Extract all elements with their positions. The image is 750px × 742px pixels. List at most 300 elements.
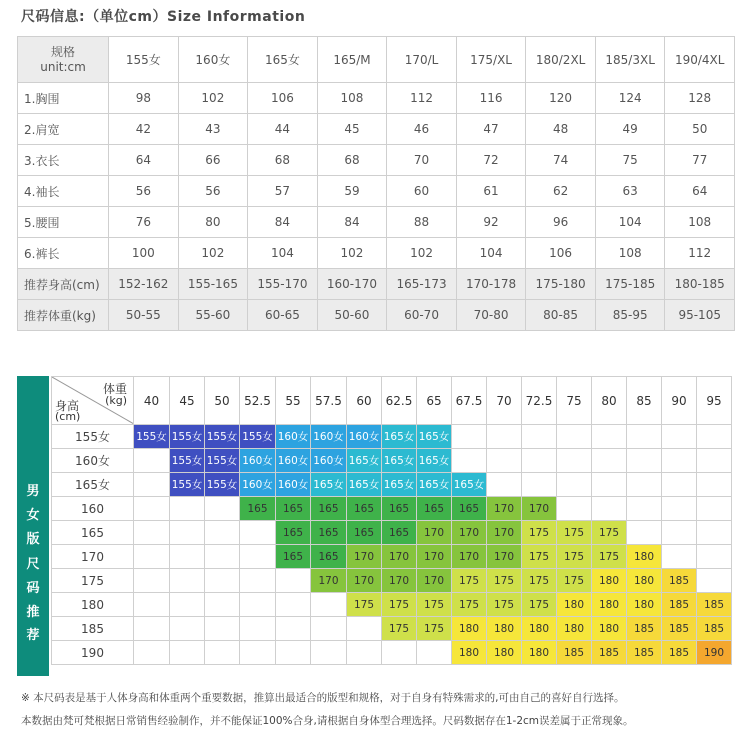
recommend-cell: 165 [417, 497, 452, 521]
size-cell: 60-65 [248, 300, 318, 331]
size-row [17, 207, 735, 238]
recommend-cell: 160女 [240, 449, 276, 473]
recommend-cell: 180 [487, 641, 522, 665]
recommend-cell: 170 [311, 569, 347, 593]
recommend-cell: 165 [276, 497, 311, 521]
recommend-table [51, 376, 732, 665]
size-cell: 95-105 [665, 300, 735, 331]
recommend-cell: 180 [592, 617, 627, 641]
recommend-cell [347, 641, 382, 665]
size-table [17, 36, 735, 331]
recommend-cell: 170 [487, 521, 522, 545]
size-cell: 55-60 [179, 300, 249, 331]
side-label-char: 码 [26, 581, 40, 596]
recommend-cell [205, 521, 240, 545]
recommend-cell [662, 497, 697, 521]
height-label: 190 [52, 641, 134, 665]
recommend-cell [627, 473, 662, 497]
size-row [17, 83, 735, 114]
recommend-cell: 165女 [382, 425, 417, 449]
weight-header: 62.5 [382, 377, 417, 425]
weight-header: 85 [627, 377, 662, 425]
size-cell: 102 [387, 238, 457, 269]
size-header-row [17, 36, 735, 83]
size-cell: 96 [526, 207, 596, 238]
recommend-cell [697, 521, 732, 545]
corner-height-unit: (cm) [55, 410, 81, 423]
size-cell: 112 [387, 83, 457, 114]
recommend-cell: 155女 [134, 425, 170, 449]
recommend-cell [240, 641, 276, 665]
recommend-cell [697, 497, 732, 521]
recommend-cell: 155女 [205, 473, 240, 497]
recommend-cell [592, 497, 627, 521]
size-cell: 152-162 [109, 269, 179, 300]
recommend-cell: 185 [557, 641, 592, 665]
recommend-cell [627, 521, 662, 545]
size-cell: 100 [109, 238, 179, 269]
recommend-cell: 175 [522, 569, 557, 593]
recommend-cell [134, 617, 170, 641]
size-cell: 106 [248, 83, 318, 114]
recommend-cell [170, 617, 205, 641]
recommend-cell [522, 425, 557, 449]
recommend-cell: 175 [592, 545, 627, 569]
recommend-cell: 175 [557, 521, 592, 545]
recommend-row [52, 545, 732, 569]
size-cell: 112 [665, 238, 735, 269]
size-row [17, 176, 735, 207]
recommend-cell [205, 641, 240, 665]
recommend-cell: 170 [522, 497, 557, 521]
size-cell: 84 [318, 207, 388, 238]
recommend-row [52, 617, 732, 641]
size-cell: 104 [457, 238, 527, 269]
recommend-cell: 170 [417, 569, 452, 593]
recommend-cell: 185 [627, 617, 662, 641]
recommend-cell: 180 [627, 569, 662, 593]
size-cell: 74 [526, 145, 596, 176]
weight-header: 65 [417, 377, 452, 425]
recommend-cell [557, 497, 592, 521]
size-row [17, 300, 735, 331]
recommend-cell: 180 [452, 617, 487, 641]
recommend-cell: 160女 [276, 449, 311, 473]
recommend-cell: 175 [522, 521, 557, 545]
size-cell: 104 [248, 238, 318, 269]
size-cell: 50-60 [318, 300, 388, 331]
size-cell: 64 [665, 176, 735, 207]
size-cell: 70 [387, 145, 457, 176]
height-label: 185 [52, 617, 134, 641]
recommend-cell [627, 497, 662, 521]
weight-header: 80 [592, 377, 627, 425]
size-cell: 88 [387, 207, 457, 238]
side-label-char: 推 [26, 605, 40, 620]
recommend-cell [417, 641, 452, 665]
recommend-cell: 175 [417, 593, 452, 617]
recommend-row [52, 425, 732, 449]
size-cell: 85-95 [596, 300, 666, 331]
recommend-cell [205, 497, 240, 521]
recommend-cell [697, 425, 732, 449]
height-label: 170 [52, 545, 134, 569]
recommend-cell: 155女 [170, 449, 205, 473]
weight-header: 50 [205, 377, 240, 425]
recommend-cell: 170 [347, 545, 382, 569]
size-cell: 59 [318, 176, 388, 207]
recommend-cell [240, 593, 276, 617]
recommend-cell [134, 473, 170, 497]
recommend-cell: 165 [276, 521, 311, 545]
recommend-cell [662, 449, 697, 473]
height-label: 160 [52, 497, 134, 521]
size-cell: 72 [457, 145, 527, 176]
size-cell: 43 [179, 114, 249, 145]
recommend-cell: 170 [382, 569, 417, 593]
weight-header: 60 [347, 377, 382, 425]
recommend-cell [134, 521, 170, 545]
recommend-row [52, 569, 732, 593]
recommend-cell [276, 641, 311, 665]
size-cell: 102 [318, 238, 388, 269]
recommend-cell: 165 [311, 521, 347, 545]
recommend-cell: 165女 [382, 449, 417, 473]
height-label: 165 [52, 521, 134, 545]
size-cell: 44 [248, 114, 318, 145]
size-cell: 84 [248, 207, 318, 238]
recommend-cell: 175 [592, 521, 627, 545]
recommend-cell: 170 [347, 569, 382, 593]
recommend-cell: 185 [662, 617, 697, 641]
recommend-cell: 185 [697, 593, 732, 617]
size-column-header: 165女 [248, 36, 318, 83]
size-cell: 48 [526, 114, 596, 145]
recommend-cell [170, 521, 205, 545]
size-row [17, 145, 735, 176]
corner-cell [17, 36, 109, 83]
recommend-cell [487, 425, 522, 449]
recommend-cell: 165女 [347, 449, 382, 473]
size-cell: 57 [248, 176, 318, 207]
size-cell: 49 [596, 114, 666, 145]
height-label: 165女 [52, 473, 134, 497]
side-label-char: 版 [26, 532, 40, 547]
weight-header: 90 [662, 377, 697, 425]
size-cell: 165-173 [387, 269, 457, 300]
recommend-cell: 170 [382, 545, 417, 569]
weight-header: 67.5 [452, 377, 487, 425]
recommend-cell: 170 [452, 545, 487, 569]
size-row [17, 269, 735, 300]
recommend-row [52, 497, 732, 521]
recommend-cell: 165女 [382, 473, 417, 497]
recommend-cell: 165 [347, 497, 382, 521]
recommend-cell: 160女 [276, 425, 311, 449]
recommend-cell: 170 [487, 497, 522, 521]
recommend-cell: 155女 [205, 425, 240, 449]
size-cell: 46 [387, 114, 457, 145]
recommend-cell [522, 449, 557, 473]
size-row-label: 6.裤长 [17, 238, 109, 269]
recommend-cell [697, 569, 732, 593]
recommend-cell [240, 617, 276, 641]
recommend-cell: 155女 [170, 425, 205, 449]
recommend-cell: 165 [347, 521, 382, 545]
recommend-cell [240, 545, 276, 569]
side-label-char: 女 [26, 508, 40, 523]
recommend-cell [311, 593, 347, 617]
size-cell: 76 [109, 207, 179, 238]
size-row [17, 238, 735, 269]
size-cell: 160-170 [318, 269, 388, 300]
recommend-cell: 185 [627, 641, 662, 665]
side-label-char: 男 [26, 484, 40, 499]
size-cell: 124 [596, 83, 666, 114]
recommend-cell [134, 641, 170, 665]
recommend-corner [52, 377, 134, 425]
weight-header: 52.5 [240, 377, 276, 425]
recommend-cell: 165 [382, 497, 417, 521]
recommend-cell [697, 473, 732, 497]
recommend-row [52, 521, 732, 545]
size-cell: 155-170 [248, 269, 318, 300]
recommend-cell [134, 497, 170, 521]
size-cell: 50-55 [109, 300, 179, 331]
recommend-cell: 185 [662, 641, 697, 665]
size-row-label: 4.袖长 [17, 176, 109, 207]
recommend-cell: 180 [522, 617, 557, 641]
size-cell: 155-165 [179, 269, 249, 300]
recommend-cell: 165女 [417, 425, 452, 449]
recommend-cell [592, 425, 627, 449]
size-column-header: 160女 [179, 36, 249, 83]
weight-header: 70 [487, 377, 522, 425]
recommend-cell: 165 [240, 497, 276, 521]
size-cell: 60-70 [387, 300, 457, 331]
side-label [17, 376, 49, 676]
recommend-cell: 180 [627, 593, 662, 617]
note-line-2: 本数据由梵可梵根据日常销售经验制作，并不能保证100%合身,请根据自身体型合理选择。尺码数据存在1-2cm误差属于正常现象。 [21, 715, 634, 727]
recommend-cell: 180 [592, 569, 627, 593]
size-column-header: 185/3XL [596, 36, 666, 83]
size-column-header: 175/XL [457, 36, 527, 83]
size-column-header: 170/L [387, 36, 457, 83]
corner-weight-label: 体重 [102, 382, 127, 396]
size-cell: 80-85 [526, 300, 596, 331]
size-row [17, 114, 735, 145]
recommend-cell: 155女 [240, 425, 276, 449]
size-column-header: 155女 [109, 36, 179, 83]
recommend-cell [487, 449, 522, 473]
size-cell: 42 [109, 114, 179, 145]
recommend-row [52, 641, 732, 665]
recommend-cell [557, 473, 592, 497]
weight-header: 72.5 [522, 377, 557, 425]
recommend-row [52, 449, 732, 473]
recommend-cell: 180 [487, 617, 522, 641]
recommend-cell: 185 [592, 641, 627, 665]
recommend-cell [134, 449, 170, 473]
recommend-cell [276, 569, 311, 593]
recommend-cell [240, 569, 276, 593]
recommend-cell: 190 [697, 641, 732, 665]
recommend-cell [276, 617, 311, 641]
recommend-cell [382, 641, 417, 665]
recommend-cell: 160女 [240, 473, 276, 497]
recommend-cell: 170 [417, 521, 452, 545]
size-cell: 62 [526, 176, 596, 207]
height-label: 160女 [52, 449, 134, 473]
recommend-cell [205, 569, 240, 593]
recommend-cell: 160女 [311, 449, 347, 473]
recommend-cell [170, 593, 205, 617]
recommend-cell: 175 [487, 593, 522, 617]
size-row-label: 推荐身高(cm) [17, 269, 109, 300]
recommend-cell [170, 545, 205, 569]
size-cell: 56 [109, 176, 179, 207]
size-cell: 77 [665, 145, 735, 176]
recommend-cell [662, 473, 697, 497]
recommend-cell [170, 497, 205, 521]
recommend-cell [170, 569, 205, 593]
size-cell: 68 [318, 145, 388, 176]
side-label-char: 荐 [26, 628, 40, 643]
weight-header: 55 [276, 377, 311, 425]
recommend-cell [522, 473, 557, 497]
recommend-cell: 170 [487, 545, 522, 569]
recommend-cell [311, 641, 347, 665]
size-cell: 175-185 [596, 269, 666, 300]
corner-weight-unit: (kg) [105, 394, 127, 407]
recommend-cell: 160女 [276, 473, 311, 497]
recommend-cell: 165 [452, 497, 487, 521]
recommend-cell [276, 593, 311, 617]
weight-header: 45 [170, 377, 205, 425]
recommend-cell [592, 473, 627, 497]
size-cell: 108 [318, 83, 388, 114]
size-cell: 47 [457, 114, 527, 145]
size-cell: 170-178 [457, 269, 527, 300]
size-cell: 92 [457, 207, 527, 238]
recommend-row [52, 473, 732, 497]
size-cell: 80 [179, 207, 249, 238]
size-cell: 128 [665, 83, 735, 114]
weight-header: 40 [134, 377, 170, 425]
recommend-cell: 175 [522, 593, 557, 617]
recommend-cell: 165女 [347, 473, 382, 497]
recommend-cell [170, 641, 205, 665]
recommend-cell: 185 [662, 593, 697, 617]
recommend-cell: 175 [417, 617, 452, 641]
recommend-cell: 180 [627, 545, 662, 569]
recommend-cell: 175 [382, 593, 417, 617]
corner-unit: unit:cm [40, 59, 86, 74]
size-cell: 64 [109, 145, 179, 176]
size-row-label: 推荐体重(kg) [17, 300, 109, 331]
recommend-cell [557, 449, 592, 473]
size-cell: 50 [665, 114, 735, 145]
weight-header: 57.5 [311, 377, 347, 425]
recommend-cell: 175 [382, 617, 417, 641]
recommend-cell: 175 [557, 545, 592, 569]
recommend-cell: 175 [452, 569, 487, 593]
size-column-header: 180/2XL [526, 36, 596, 83]
recommend-cell: 175 [557, 569, 592, 593]
recommend-cell: 180 [522, 641, 557, 665]
size-cell: 116 [457, 83, 527, 114]
size-row-label: 1.胸围 [17, 83, 109, 114]
recommend-cell: 180 [557, 617, 592, 641]
recommend-cell [697, 545, 732, 569]
recommend-row [52, 593, 732, 617]
size-cell: 98 [109, 83, 179, 114]
recommend-cell [627, 425, 662, 449]
recommend-cell [311, 617, 347, 641]
recommend-cell [662, 521, 697, 545]
recommend-cell [662, 545, 697, 569]
size-cell: 106 [526, 238, 596, 269]
size-cell: 61 [457, 176, 527, 207]
recommend-cell: 160女 [347, 425, 382, 449]
size-cell: 70-80 [457, 300, 527, 331]
size-cell: 63 [596, 176, 666, 207]
corner-height-label: 身高 [55, 399, 80, 413]
recommend-cell [662, 425, 697, 449]
size-row-label: 2.肩宽 [17, 114, 109, 145]
recommend-cell [205, 545, 240, 569]
recommend-cell: 165女 [417, 473, 452, 497]
size-cell: 102 [179, 83, 249, 114]
recommend-cell: 180 [557, 593, 592, 617]
recommend-cell [452, 425, 487, 449]
recommend-cell: 155女 [205, 449, 240, 473]
recommend-cell: 180 [592, 593, 627, 617]
recommend-cell: 170 [417, 545, 452, 569]
weight-header: 95 [697, 377, 732, 425]
recommend-cell [557, 425, 592, 449]
size-cell: 108 [665, 207, 735, 238]
size-cell: 108 [596, 238, 666, 269]
recommend-cell [205, 617, 240, 641]
size-cell: 75 [596, 145, 666, 176]
size-cell: 56 [179, 176, 249, 207]
size-cell: 175-180 [526, 269, 596, 300]
recommend-cell [134, 593, 170, 617]
recommend-cell: 165 [311, 545, 347, 569]
size-cell: 45 [318, 114, 388, 145]
recommend-cell: 165 [276, 545, 311, 569]
recommend-cell: 180 [452, 641, 487, 665]
recommend-cell: 165女 [417, 449, 452, 473]
size-column-header: 165/M [318, 36, 388, 83]
recommend-grid [17, 376, 735, 676]
recommend-header-row [52, 377, 732, 425]
height-label: 180 [52, 593, 134, 617]
recommend-cell [592, 449, 627, 473]
recommend-cell [205, 593, 240, 617]
recommend-cell [347, 617, 382, 641]
size-cell: 66 [179, 145, 249, 176]
recommend-cell: 175 [522, 545, 557, 569]
size-cell: 180-185 [665, 269, 735, 300]
recommend-cell [697, 449, 732, 473]
recommend-cell [134, 569, 170, 593]
size-cell: 120 [526, 83, 596, 114]
size-row-label: 5.腰围 [17, 207, 109, 238]
recommend-cell: 185 [662, 569, 697, 593]
recommend-cell: 165 [311, 497, 347, 521]
